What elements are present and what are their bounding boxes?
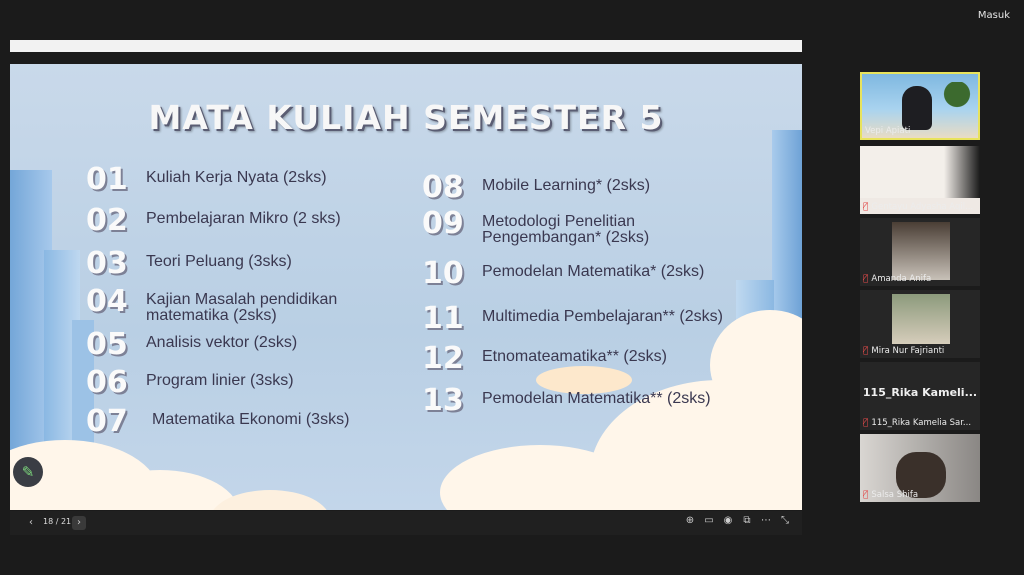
mic-muted-icon: 🎙̸ [863,202,869,212]
collapse-icon[interactable]: ⤡ [781,515,789,526]
participant-name: 🎙̸ Mira Nur Fajrianti [863,346,945,356]
slide-title: MATA KULIAH SEMESTER 5 [148,98,664,137]
item-number: 01 [86,162,128,197]
item-text: Multimedia Pembelajaran** (2sks) [482,308,723,325]
list-item [86,367,294,399]
item-number: 04 [86,284,128,319]
next-slide-button[interactable]: › [72,516,86,530]
list-item [422,343,667,375]
mic-muted-icon: 🎙̸ [863,274,869,284]
palm-tree-background [942,82,972,122]
list-item [86,164,327,196]
item-text: Pembelajaran Mikro (2 sks) [146,210,341,227]
participant-name: Vepi Apiati [865,126,911,136]
item-number: 05 [86,327,128,362]
item-text: Mobile Learning* (2sks) [482,177,651,194]
list-item [422,385,711,417]
list-item [422,208,682,246]
item-number: 13 [422,383,464,418]
item-number: 12 [422,341,464,376]
mic-muted-icon: 🎙̸ [863,418,869,428]
mic-muted-icon: 🎙̸ [863,346,869,356]
item-number: 11 [422,301,464,336]
item-number: 08 [422,170,464,205]
list-item [422,258,704,290]
slide-counter: 18 / 21 [43,517,72,526]
list-item [86,406,349,438]
item-number: 07 [86,404,128,439]
pager-tools [685,515,790,526]
layout-icon[interactable]: ⧉ [743,515,751,526]
participant-name: 🎙̸ Gentayu Adyasha Aqil... [863,202,974,212]
captions-icon[interactable]: ▭ [704,515,714,526]
list-item [86,286,376,324]
video-content [892,222,950,280]
item-text: Program linier (3sks) [146,372,294,389]
prev-slide-button[interactable]: ‹ [29,517,33,528]
zoom-icon[interactable]: ⊕ [685,515,695,526]
participant-tile[interactable] [860,146,980,214]
shared-slide [10,64,802,510]
participant-name: 🎙̸ 115_Rika Kamelia Sar... [863,418,972,428]
item-number: 09 [422,206,464,241]
audio-icon[interactable]: ◉ [723,515,733,526]
item-text: Pemodelan Matematika* (2sks) [482,263,705,280]
item-number: 02 [86,203,128,238]
video-content [860,146,980,198]
video-content [892,294,950,344]
item-text: Kajian Masalah pendidikan matematika (2sks) [146,291,338,324]
participant-tile[interactable] [860,218,980,286]
masuk-button[interactable]: Masuk [977,10,1010,21]
item-text: Teori Peluang (3sks) [146,253,292,270]
list-item [86,329,297,361]
participant-name: 🎙̸ Salsa Shifa [863,490,919,500]
more-icon[interactable]: ⋯ [761,515,771,526]
item-text: Matematika Ekonomi (3sks) [152,411,350,428]
item-number: 06 [86,365,128,400]
item-text: Kuliah Kerja Nyata (2sks) [146,169,327,186]
list-item [86,205,341,237]
list-item [422,303,723,335]
participant-tile[interactable] [860,362,980,430]
item-text: Metodologi Penelitian Pengembangan* (2sks) [482,213,650,246]
participant-name: 🎙̸ Amanda Anifa [863,274,932,284]
item-text: Etnomateamatika** (2sks) [482,348,667,365]
participant-tile[interactable] [860,290,980,358]
participant-center-name: 115_Rika Kameli... [862,386,978,399]
item-number: 03 [86,246,128,281]
item-text: Pemodelan Matematika** (2sks) [482,390,711,407]
item-number: 10 [422,256,464,291]
slide-pager [10,511,802,535]
presentation-top-bar [10,40,802,52]
pencil-icon: ✎ [21,463,35,481]
mic-muted-icon: 🎙̸ [863,490,869,500]
list-item [86,248,292,280]
item-text: Analisis vektor (2sks) [146,334,298,351]
list-item [422,172,650,204]
participant-tile[interactable] [860,72,980,140]
participant-tile[interactable] [860,434,980,502]
avatar [902,86,932,130]
annotate-button[interactable] [13,457,43,487]
